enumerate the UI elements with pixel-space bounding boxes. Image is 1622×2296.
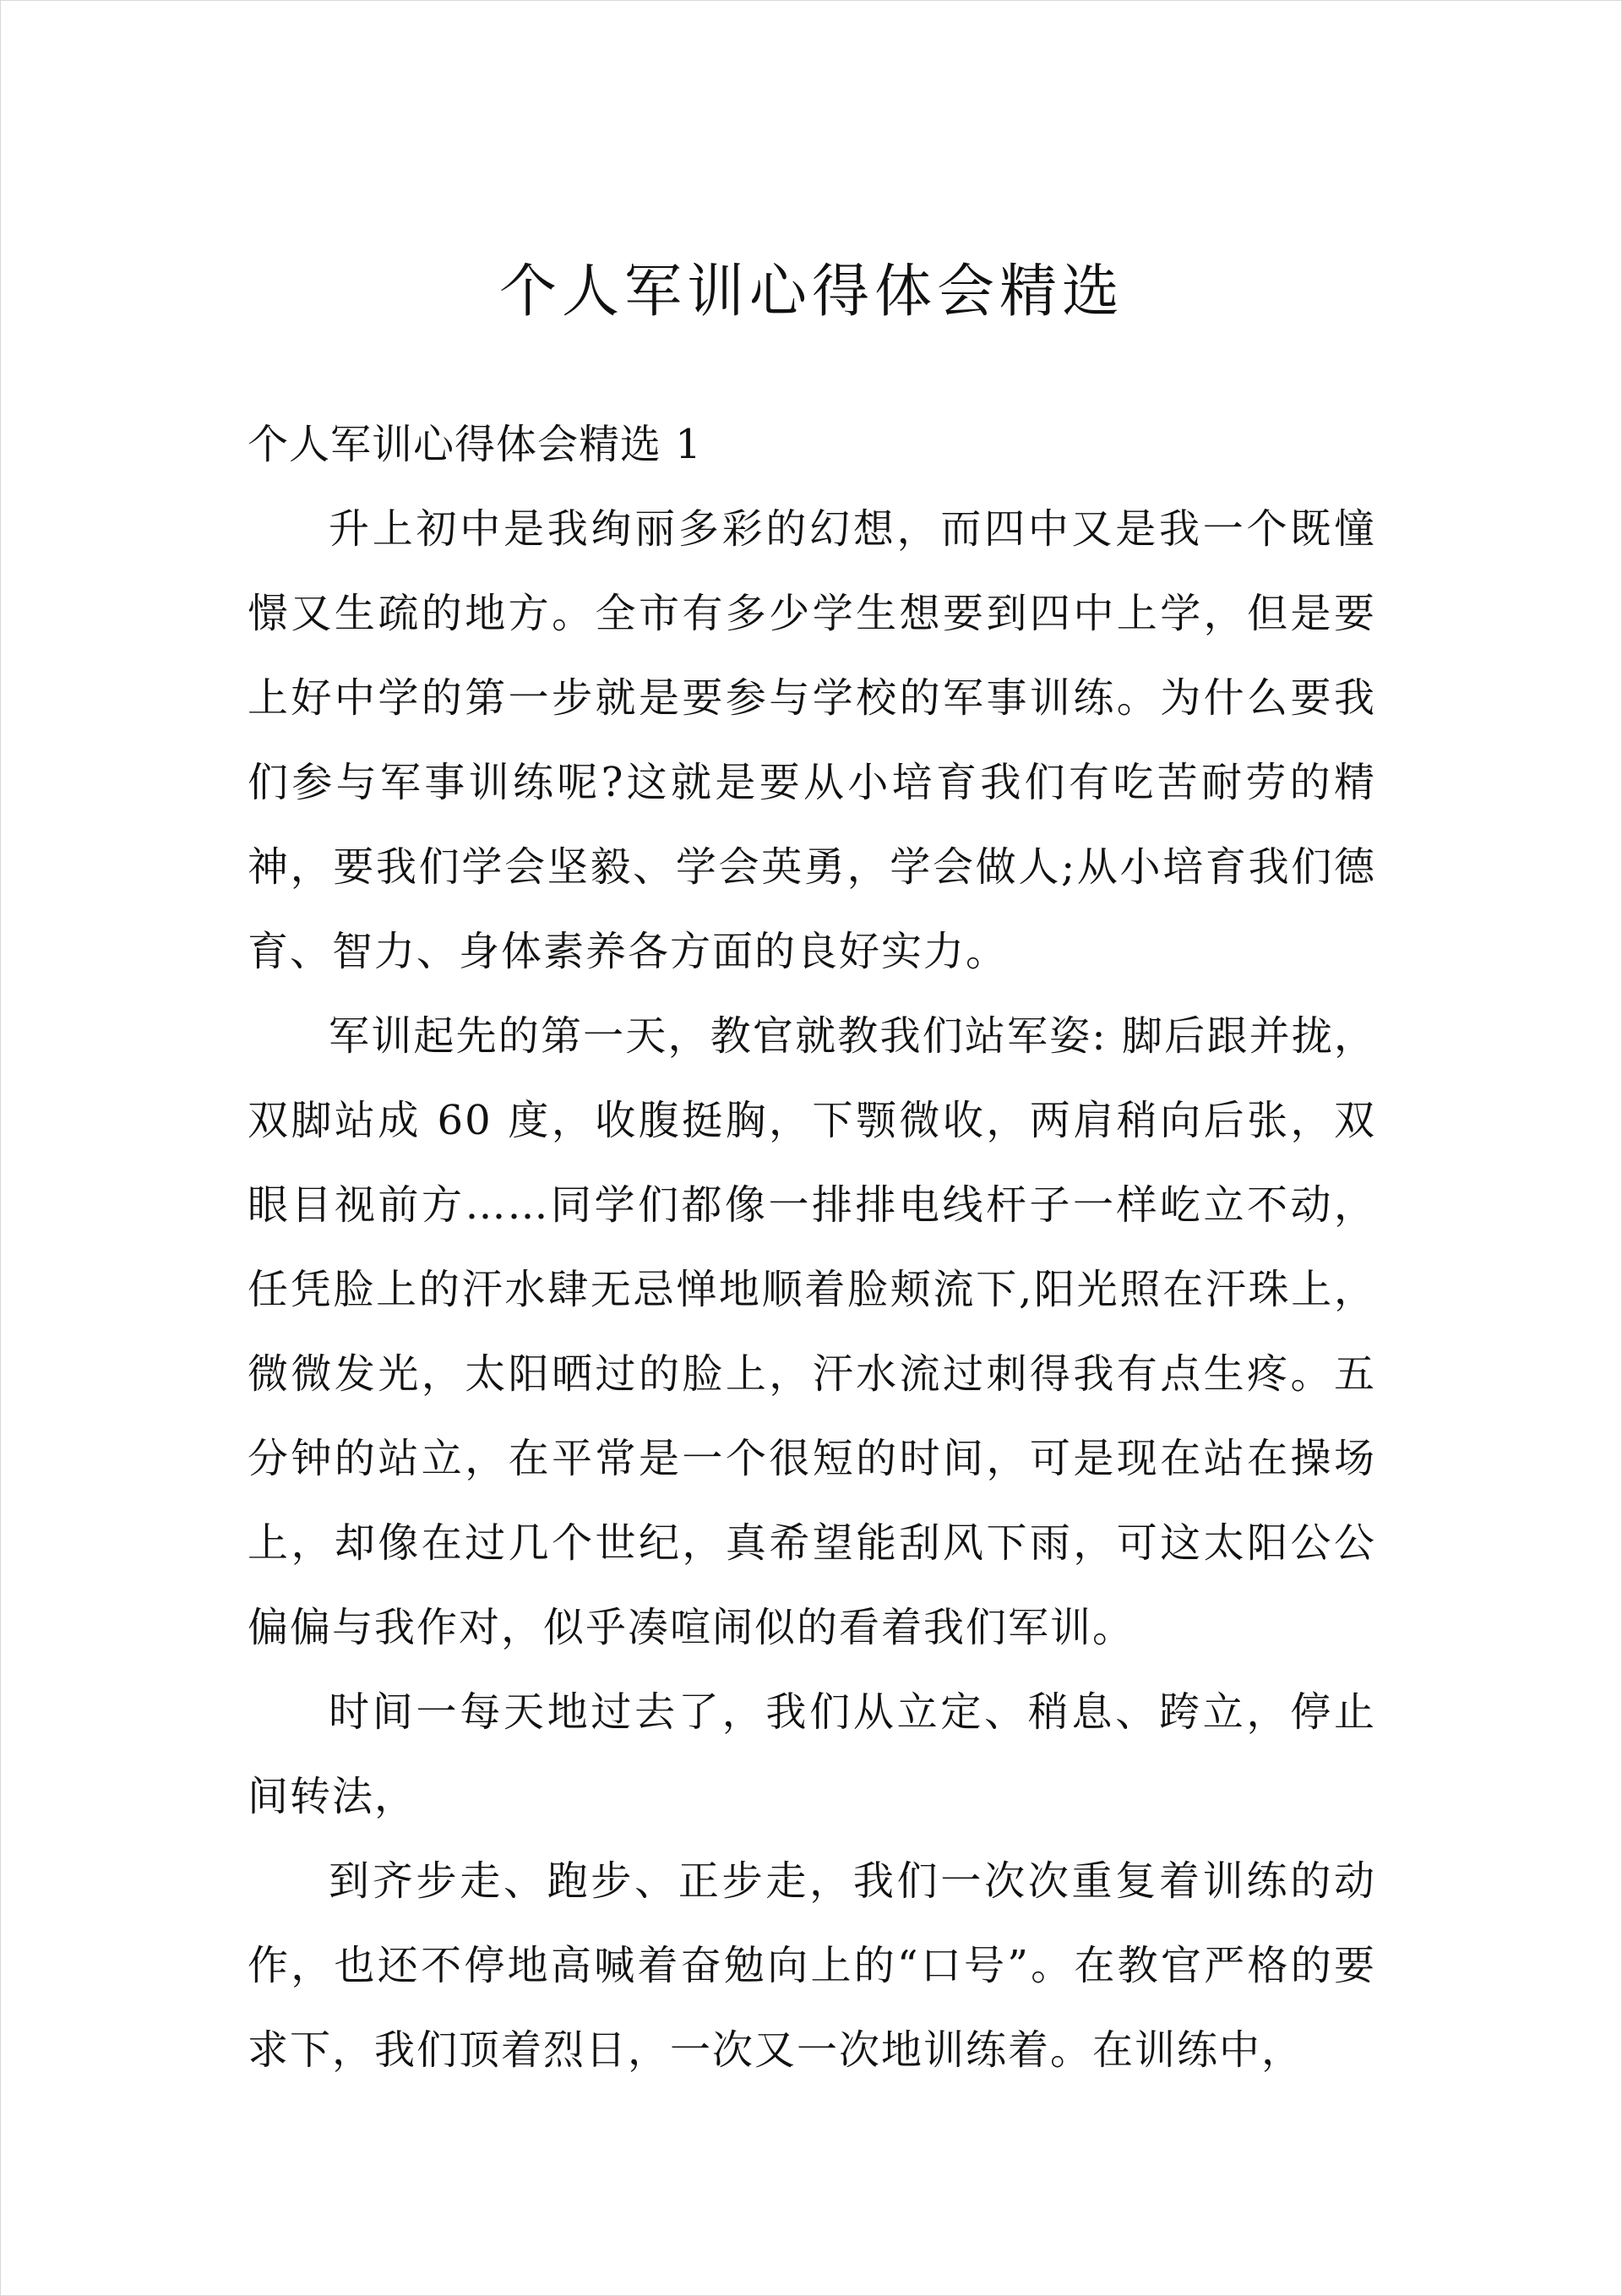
document-title: 个人军训心得体会精选	[498, 259, 1124, 325]
paragraph: 军训起先的第一天，教官就教我们站军姿: 脚后跟并拢，双脚站成 60 度，收腹挺胸，下颚微收，两肩稍向后张，双眼目视前方……同学们都像一排排电线杆子一样屹立不动，任凭脸上的汗水肆无忌惮地顺着脸颊流下,阳光照在汗珠上，微微发光，太阳晒过的脸上，汗水流过刺得我有点生疼。五分钟的站立，在平常是一个很短的时间，可是现在站在操场上，却像在过几个世纪，真希望能刮风下雨，可这太阳公公偏偏与我作对，似乎凑喧闹似的看着我们军训。	[248, 1012, 1376, 1651]
paragraph: 到齐步走、跑步、正步走，我们一次次重复着训练的动作，也还不停地高喊着奋勉向上的“口号”。在教官严格的要求下，我们顶着烈日，一次又一次地训练着。在训练中，	[248, 1857, 1376, 2074]
paragraph: 时间一每天地过去了，我们从立定、稍息、跨立，停止间转法，	[248, 1688, 1376, 1820]
paragraph: 升上初中是我绚丽多彩的幻想，而四中又是我一个既憧憬又生疏的地方。全市有多少学生想要到四中上学，但是要上好中学的第一步就是要参与学校的军事训练。为什么要我们参与军事训练呢?这就是要从小培育我们有吃苦耐劳的精神，要我们学会坚毅、学会英勇，学会做人;从小培育我们德育、智力、身体素养各方面的良好实力。	[248, 505, 1376, 975]
document-body	[248, 402, 1376, 2092]
section-heading: 个人军训心得体会精选 1	[248, 421, 702, 468]
